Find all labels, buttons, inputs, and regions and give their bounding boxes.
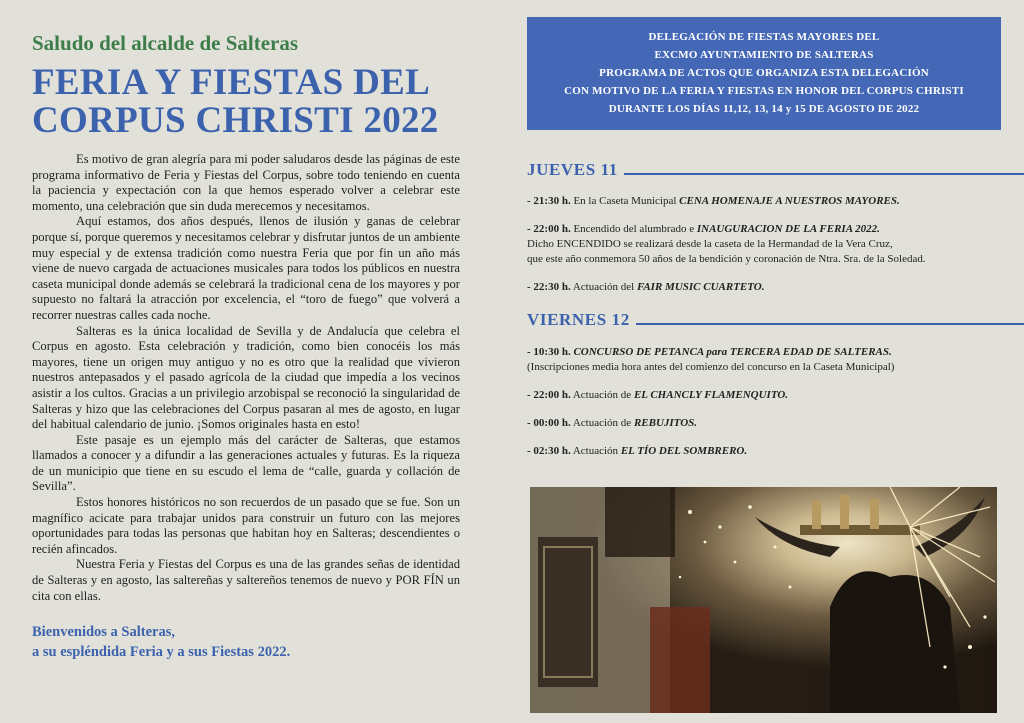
header-line: DURANTE LOS DÍAS 11,12, 13, 14 y 15 DE AGOSTO DE 2022: [608, 103, 920, 115]
paragraph: Es motivo de gran alegría para mi poder saludaros desde las páginas de este programa informativo de Feria y Fiestas del Corpus, sobre todo teniendo en cuenta la paciencia y expectación con la que hemos esperado volver a celebrar este momento, una celebración que sin duda merecemos y necesitamos.: [32, 152, 460, 213]
event-time: - 21:30 h.: [527, 195, 571, 207]
event-text: Actuación: [570, 445, 621, 457]
event-item: [527, 388, 1007, 403]
event-title: EL CHANCLY FLAMENQUITO.: [633, 389, 789, 401]
day-divider: [636, 323, 1024, 325]
title-line-1: FERIA Y FIESTAS DEL: [32, 62, 431, 103]
event-title: CONCURSO DE PETANCA para TERCERA EDAD DE SALTERAS.: [573, 346, 892, 358]
event-text: Actuación del: [570, 281, 637, 293]
page-title: [32, 64, 460, 140]
closing-salutation: [32, 622, 460, 662]
event-item: [527, 444, 1007, 459]
program-header-box: [527, 17, 1001, 130]
event-time: - 22:00 h.: [527, 389, 571, 401]
event-note: Dicho ENCENDIDO se realizará desde la caseta de la Hermandad de la Vera Cruz,: [527, 238, 893, 250]
event-title: CENA HOMENAJE A NUESTROS MAYORES.: [679, 195, 900, 207]
events-viernes: [527, 345, 1007, 472]
event-time: - 00:00 h.: [527, 417, 571, 429]
event-text: En la Caseta Municipal: [570, 195, 680, 207]
paragraph: Este pasaje es un ejemplo más del carácter de Salteras, que estamos llamados a conocer y a difundir a las generaciones actuales y futuras. Es la riqueza de un municipio que tiene en su escudo el lema de “calle, guarda y collación de Sevilla”.: [32, 432, 460, 494]
event-title: EL TÍO DEL SOMBRERO.: [620, 445, 748, 457]
header-line: CON MOTIVO DE LA FERIA Y FIESTAS EN HONOR DEL CORPUS CHRISTI: [564, 85, 964, 97]
event-time: - 22:00 h.: [527, 223, 571, 235]
event-time: - 02:30 h.: [527, 445, 571, 457]
day-heading-jueves: [527, 160, 1024, 180]
day-title: VIERNES 12: [527, 310, 630, 329]
closing-line-1: Bienvenidos a Salteras,: [32, 624, 175, 641]
event-item: [527, 222, 1007, 267]
event-item: [527, 280, 1007, 295]
paragraph: Salteras es la única localidad de Sevilla y de Andalucía que celebra el Corpus en agosto. Esta celebración y tradición, como bien conocéis los más mayores, tiene un origen muy antiguo y no es otro que la realidad que vivieron nuestros antepasados y el pasado agrícola de la ciudad que impedía a los vecinos asistir a los cultos. Gracias a un privilegio arzobispal se reconoció la singularidad de Salteras y hizo que las celebraciones del Corpus pasaran al mes de agosto, en lugar del habitual calendario de junio. ¡Somos originales hasta en esto!: [32, 323, 460, 432]
header-line: PROGRAMA DE ACTOS QUE ORGANIZA ESTA DELEGACIÓN: [599, 67, 929, 79]
event-item: [527, 194, 1007, 209]
paragraph: Estos honores históricos no son recuerdos de un pasado que se fue. Son un magnífico acicate para trabajar unidos para construir un futuro con las mejores oportunidades para todas las personas que habitan hoy en Salteras; descendientes o recién afincados.: [32, 495, 460, 556]
event-text: Actuación de: [570, 389, 634, 401]
closing-line-2: a su espléndida Feria y a sus Fiestas 2022.: [32, 644, 291, 661]
header-line: EXCMO AYUNTAMIENTO DE SALTERAS: [654, 49, 874, 61]
paragraph: Nuestra Feria y Fiestas del Corpus es una de las grandes señas de identidad de Salteras y en agosto, las saltereñas y saltereños tenemos de nuevo y POR FÍN un cita con ellas.: [32, 557, 460, 603]
event-time: - 10:30 h.: [527, 346, 571, 358]
event-item: [527, 345, 1007, 375]
greeting-body: [32, 152, 460, 604]
event-text: Actuación de: [570, 417, 634, 429]
toro-de-fuego-photo: [530, 487, 997, 713]
title-line-2: CORPUS CHRISTI 2022: [32, 100, 439, 141]
day-title: JUEVES 11: [527, 160, 618, 179]
paragraph: Aquí estamos, dos años después, llenos de ilusión y ganas de celebrar porque sí, porque queremos y necesitamos celebrar y disfrutar juntos de un ambiente muy especial y de extensa tradición como nuestra Feria que por fin un año más viene de nuevo cargada de actuaciones musicales para todos los públicos en nuestra caseta municipal donde además se celebrará la tradicional cena de los mayores y por supuesto no faltará la atracción por excelencia, el “toro de fuego” que volverá a recorrer nuestras calles cada noche.: [32, 214, 460, 322]
greeting-heading: Saludo del alcalde de Salteras: [32, 31, 299, 55]
event-text: Encendido del alumbrado e: [570, 223, 697, 235]
event-item: [527, 416, 1007, 431]
mayor-greeting-column: [32, 30, 460, 662]
day-divider: [624, 173, 1024, 175]
event-title: REBUJITOS.: [633, 417, 698, 429]
event-note: que este año conmemora 50 años de la bendición y coronación de Ntra. Sra. de la Soledad.: [527, 253, 926, 265]
events-jueves: [527, 194, 1007, 308]
toro-de-fuego-illustration: [530, 487, 997, 713]
event-title: INAUGURACION DE LA FERIA 2022.: [696, 223, 880, 235]
header-line: DELEGACIÓN DE FIESTAS MAYORES DEL: [648, 31, 880, 43]
event-time: - 22:30 h.: [527, 281, 571, 293]
event-note: (Inscripciones media hora antes del comienzo del concurso en la Caseta Municipal): [527, 361, 895, 373]
day-heading-viernes: [527, 310, 1024, 330]
event-title: FAIR MUSIC CUARTETO.: [637, 281, 765, 293]
